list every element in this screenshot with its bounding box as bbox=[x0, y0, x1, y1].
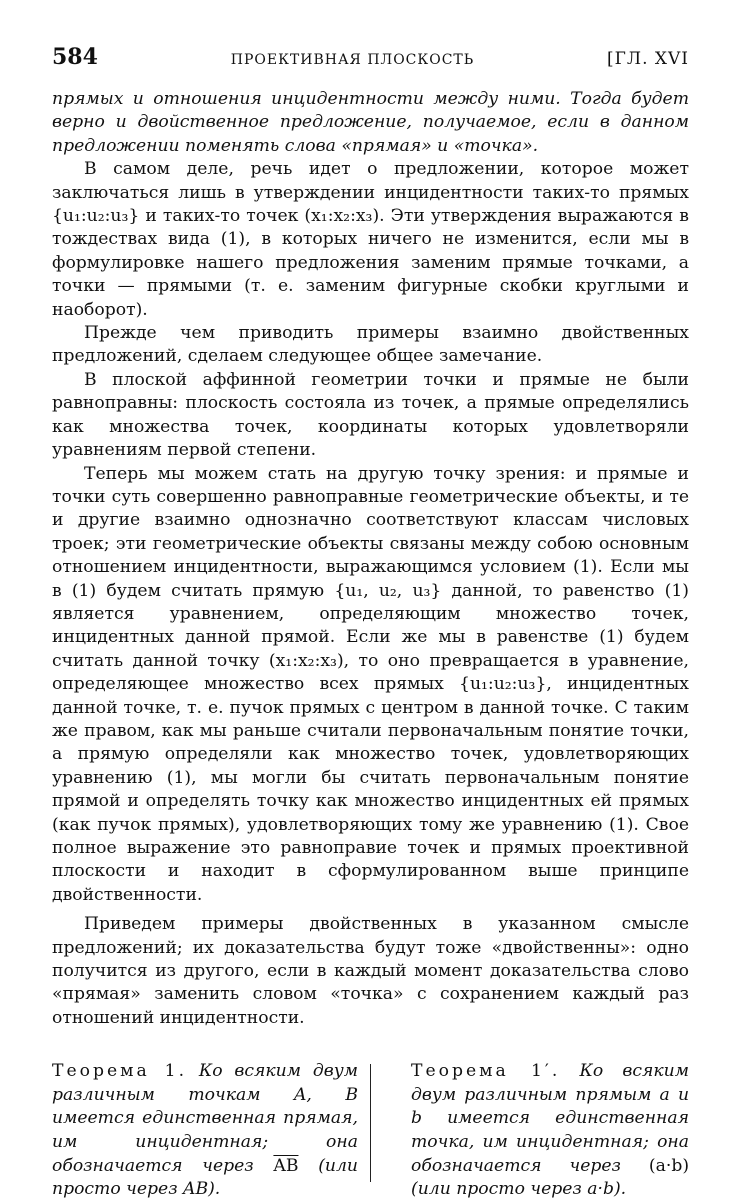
page-number: 584 bbox=[52, 44, 98, 70]
theorem-1-prime-symbol: (a·b) bbox=[648, 1155, 690, 1176]
paragraph-1: прямых и отношения инцидентности между ними. Тогда будет верно и двойственное предложение, получаемое, если в данном предложении поменять слова «прямая» и «точка». bbox=[52, 89, 689, 156]
theorem-1-prime-text: Ко всяким двум различным прямым a и b имеется единственная точка, им инцидентная; она обозначается через bbox=[410, 1061, 690, 1176]
theorem-1-prime-tail: (или просто через a·b). bbox=[410, 1179, 627, 1200]
theorem-1 bbox=[52, 1060, 370, 1202]
theorem-1-prime bbox=[371, 1060, 689, 1202]
page-header bbox=[52, 44, 689, 70]
theorem-1-prime-heading: Теорема 1′. bbox=[410, 1061, 561, 1082]
running-title: ПРОЕКТИВНАЯ ПЛОСКОСТЬ bbox=[230, 52, 475, 68]
theorem-columns bbox=[52, 1060, 689, 1202]
theorem-1-heading: Теорема 1. bbox=[52, 1061, 188, 1082]
paragraph-3: Прежде чем приводить примеры взаимно двойственных предложений, сделаем следующее общее замечание. bbox=[52, 323, 689, 367]
theorem-1-text: Ко всяким двум различным точкам A, B имеется единственная прямая, им инцидентная; она обозначается через bbox=[52, 1061, 358, 1176]
paragraph-4: В плоской аффинной геометрии точки и прямые не были равноправны: плоскость состояла из точек, а прямые определялись как множества точек, координаты которых удовлетворяли уравнениям первой степени. bbox=[52, 369, 689, 461]
theorem-1-symbol: $\overline{AB}$ bbox=[273, 1155, 299, 1176]
paragraph-5: Теперь мы можем стать на другую точку зрения: и прямые и точки суть совершенно равноправные геометрические объекты, и те и другие взаимно однозначно соответствуют классам числовых троек; эти геометрические объекты связаны между собою основным отношением инцидентности, выражающимся условием (1). Если мы в (1) будем считать прямую {u₁, u₂, u₃} данной, то равенство (1) является уравнением, определяющим множество точек, инцидентных данной прямой. Если же мы в равенстве (1) будем считать данной точку (x₁:x₂:x₃), то оно превращается в уравнение, определяющее множество всех прямых {u₁:u₂:u₃}, инцидентных данной точке, т. е. пучок прямых с центром в данной точке. С таким же правом, как мы раньше считали первоначальным понятие точки, а прямую определяли как множество точек, удовлетворяющих уравнению (1), мы могли бы считать первоначальным понятие прямой и определять точку как множество инцидентных ей прямых (как пучок прямых), удовлетворяющих тому же уравнению (1). Свое полное выражение это равноправие точек и прямых проективной плоскости и находит в сформулированном выше принципе двойственности. bbox=[52, 463, 689, 905]
paragraph-2: В самом деле, речь идет о предложении, которое может заключаться лишь в утверждении инцидентности таких-то прямых {u₁:u₂:u₃} и таких-то точек (x₁:x₂:x₃). Эти утверждения выражаются в тождествах вида (1), в которых ничего не изменится, если мы в формулировке нашего предложения заменим прямые точками, а точки — прямыми (т. е. заменим фигурные скобки круглыми и наоборот). bbox=[52, 159, 689, 320]
paragraph-6: Приведем примеры двойственных в указанном смысле предложений; их доказательства будут тоже «двойственны»: одно получится из другого, если в каждый момент доказательства слово «прямая» заменить словом «точка» с сохранением каждый раз отношений инцидентности. bbox=[52, 914, 689, 1028]
chapter-label: [ГЛ. XVI bbox=[607, 49, 689, 69]
body-text bbox=[52, 88, 689, 1030]
theorem-1-tail: (или просто через AB). bbox=[52, 1155, 358, 1200]
